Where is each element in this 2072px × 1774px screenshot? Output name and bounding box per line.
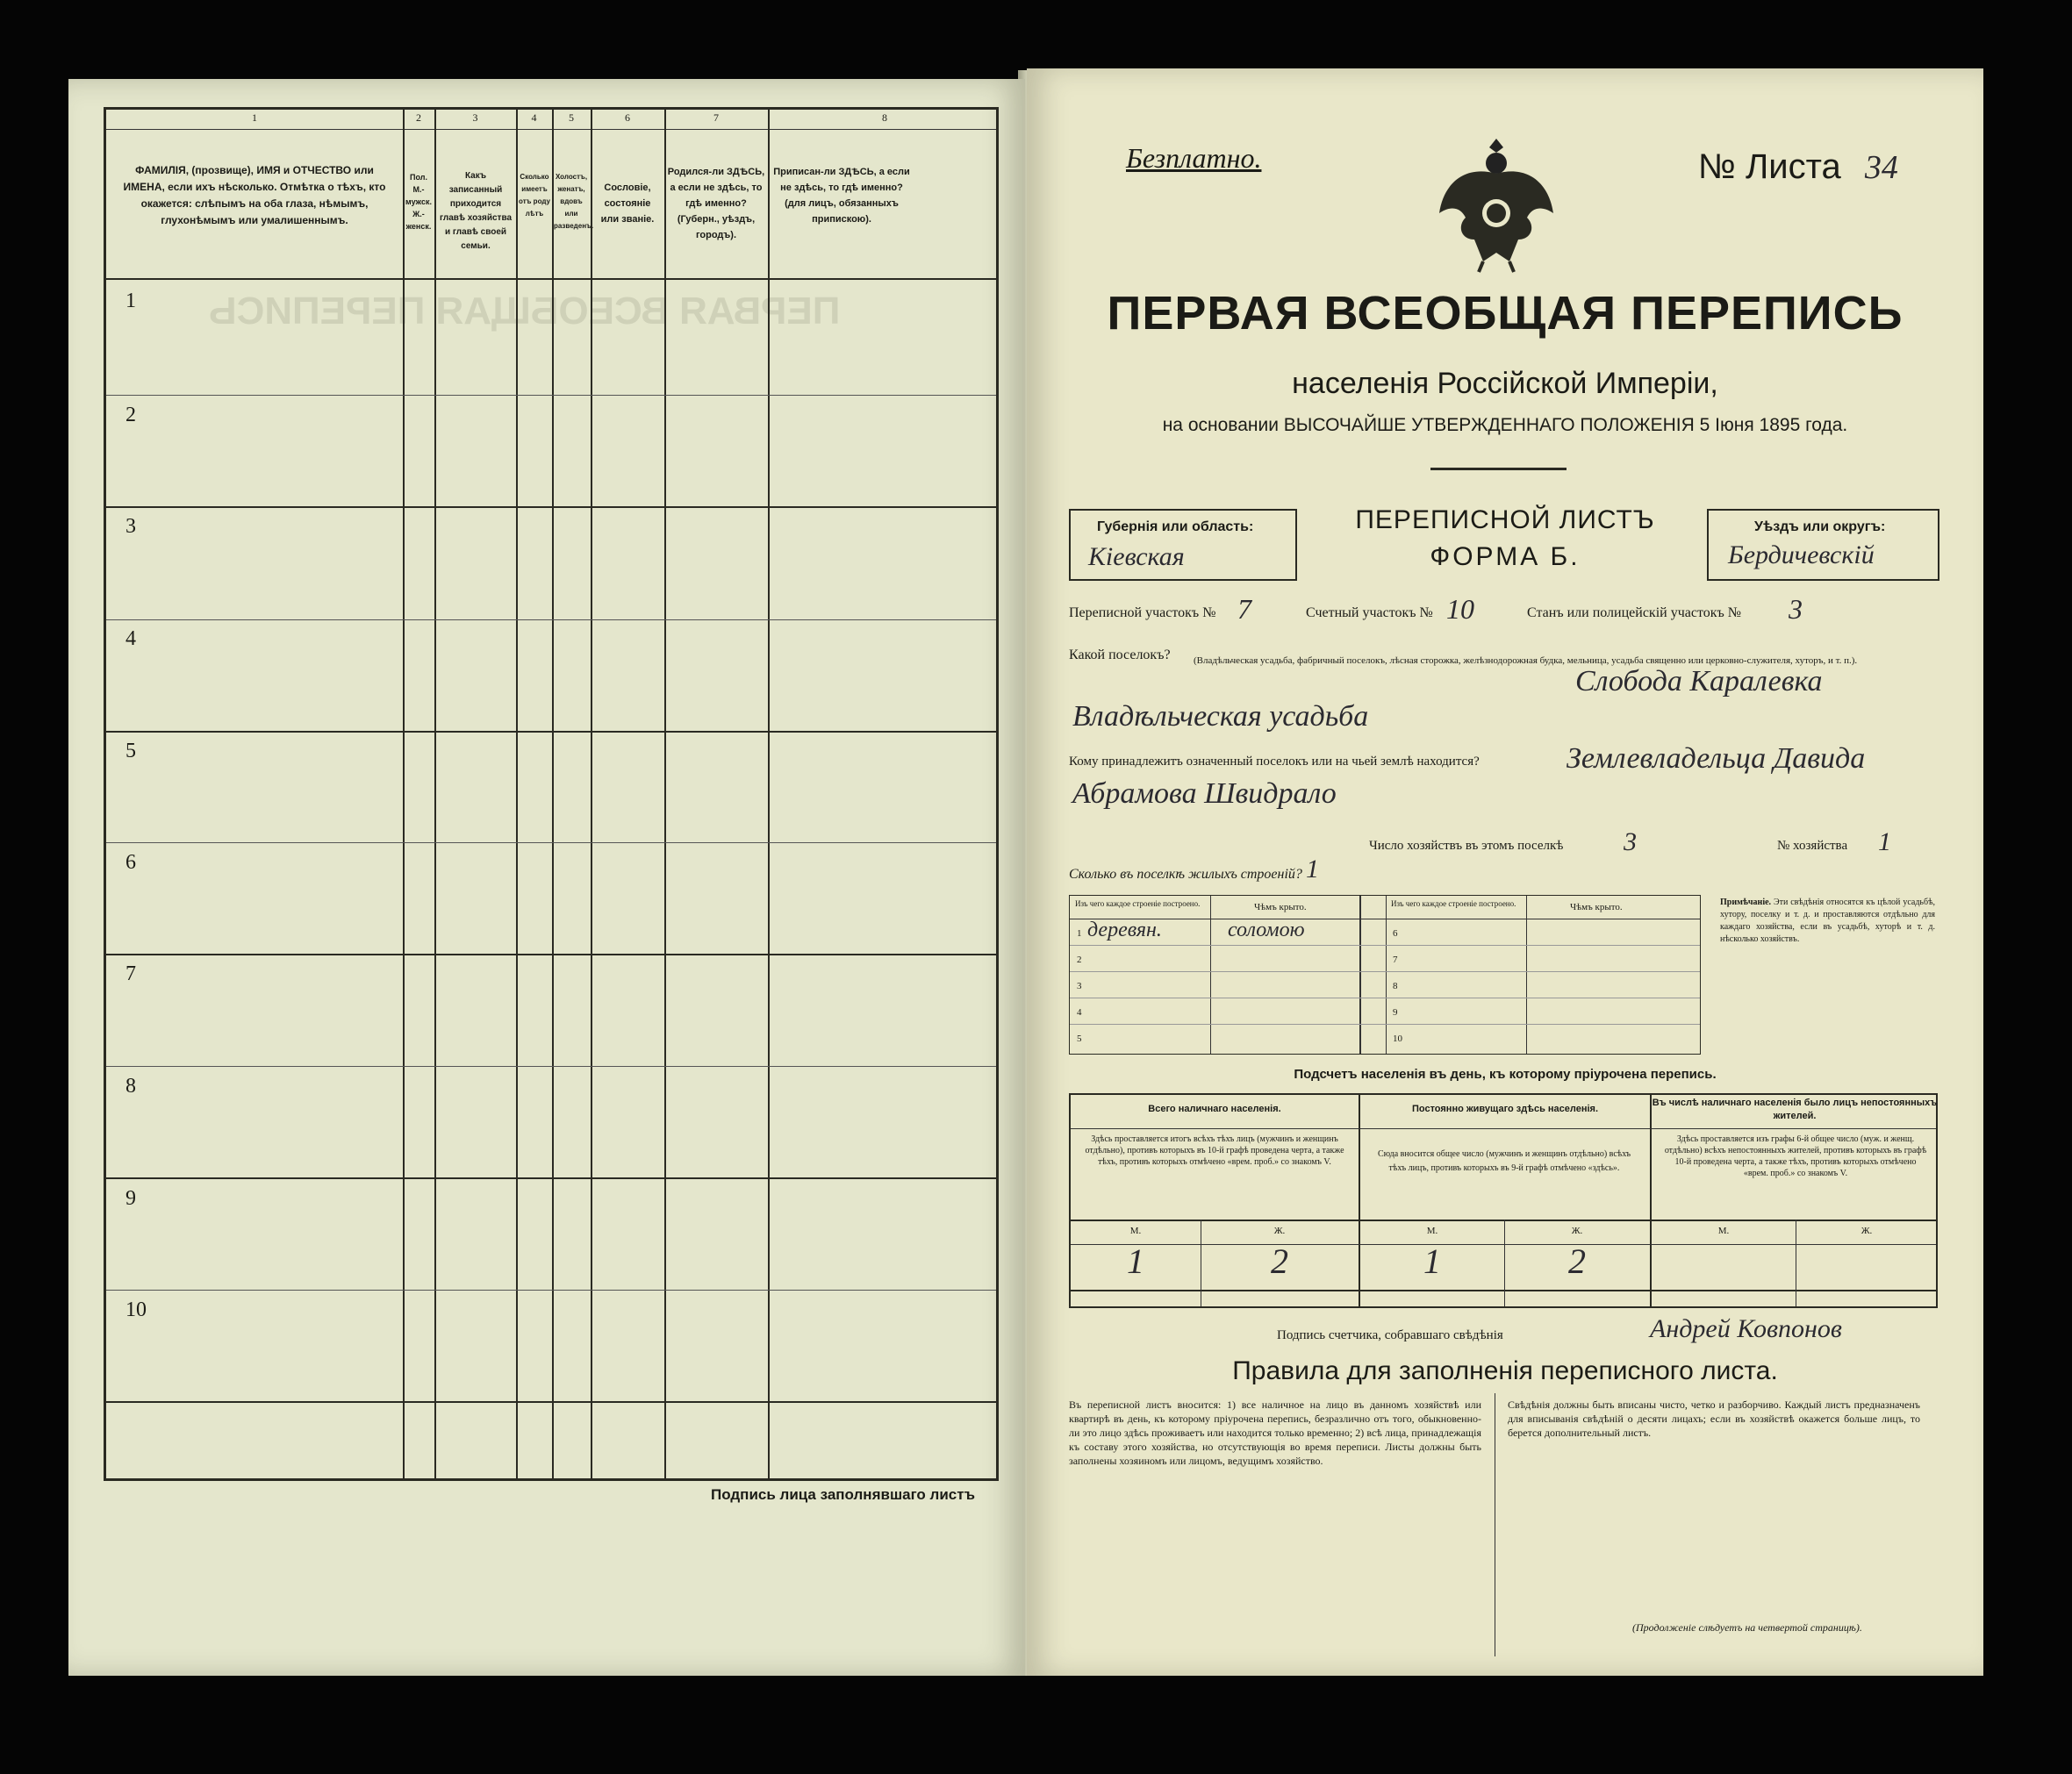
tally-permanent-m: 1	[1423, 1241, 1441, 1281]
counter-signature-label: Подпись счетчика, собравшаго свѣдѣнія	[1277, 1328, 1503, 1342]
police-district-value: 3	[1789, 593, 1803, 625]
tally-header-present: Всего наличнаго населенія.	[1148, 1104, 1281, 1114]
census-table	[104, 107, 999, 1481]
census-district-label: Переписной участокъ №	[1069, 605, 1216, 620]
building-row-number: 3	[1077, 981, 1082, 991]
column-number: 5	[569, 111, 574, 124]
buildings-label: Сколько въ поселкѣ жилыхъ строеній?	[1069, 867, 1302, 882]
row-number: 2	[125, 404, 136, 426]
building-material-entry: деревян.	[1087, 919, 1162, 941]
tally-m-label: М.	[1426, 1226, 1438, 1236]
header-age: Сколько имеетъ отъ роду лѣтъ	[519, 173, 550, 218]
form-heading	[1299, 505, 1711, 572]
column-divider	[516, 110, 518, 1478]
buildings-col-material-2: Изъ чего каждое строеніе построено.	[1391, 899, 1516, 908]
building-row-number: 8	[1393, 981, 1398, 991]
buildings-col-material: Изъ чего каждое строеніе построено.	[1075, 899, 1201, 908]
sheet-number	[1698, 147, 1898, 187]
buildings-col-roof-2: Чѣмъ крыто.	[1570, 902, 1623, 912]
row-rule	[106, 1177, 996, 1179]
rules-title: Правила для заполненія переписного листа.	[1232, 1356, 1778, 1385]
police-district-label: Станъ или полицейскій участокъ №	[1527, 605, 1742, 620]
counter-signature-value: Андрей Ковпонов	[1650, 1314, 1842, 1343]
column-number: 7	[713, 111, 719, 124]
building-roof-entry: соломою	[1228, 919, 1305, 941]
household-number-value: 1	[1878, 827, 1891, 856]
column-number: 3	[472, 111, 478, 124]
buildings-col-roof: Чѣмъ крыто.	[1254, 902, 1307, 912]
subtitle-decree: на основании ВЫСОЧАЙШЕ УТВЕРЖДЕННАГО ПОЛОЖЕНІЯ 5 Іюня 1895 года.	[1162, 415, 1848, 435]
tally-present-f: 2	[1271, 1241, 1288, 1281]
free-label: Безплатно.	[1126, 142, 1262, 174]
column-number: 8	[882, 111, 887, 124]
rules-right-column: Свѣдѣнія должны быть вписаны чисто, четко и разборчиво. Каждый листъ предназначенъ для вписыванія свѣдѣній о десяти лицахъ; если въ хозяйствѣ окажется больше лицъ, то берется дополнительный листъ.	[1508, 1398, 1920, 1439]
column-divider	[434, 110, 436, 1478]
row-number: 6	[125, 851, 136, 874]
row-rule	[106, 954, 996, 955]
tally-f-label: Ж.	[1273, 1226, 1286, 1236]
settlement-value-1: Слобода Каралевка	[1575, 665, 1823, 697]
households-label: Число хозяйствъ въ этомъ поселкѣ	[1369, 839, 1564, 853]
column-number: 6	[625, 111, 630, 124]
district-value: Бердичевскій	[1728, 540, 1875, 569]
row-number: 1	[125, 290, 136, 312]
building-row-number: 5	[1077, 1034, 1082, 1044]
note-text: Эти свѣдѣнія относятся къ цѣлой усадьбѣ, хутору, поселку и т. д. и проставляются отдѣльно для каждаго хозяйства, если въ усадьбѣ, хуторѣ и т. д. нѣсколько хозяйствъ.	[1720, 898, 1936, 944]
form-title: ПЕРЕПИСНОЙ ЛИСТЪ	[1355, 505, 1655, 534]
row-number: 9	[125, 1187, 136, 1210]
row-number: 5	[125, 740, 136, 762]
province-box	[1069, 509, 1297, 581]
count-district-label: Счетный участокъ №	[1306, 605, 1433, 620]
district-label: Уѣздъ или округъ:	[1754, 519, 1886, 534]
column-number: 1	[252, 111, 257, 124]
note-label: Примѣчаніе.	[1720, 898, 1772, 907]
row-number: 3	[125, 515, 136, 538]
header-marital: Холостъ, женатъ, вдовъ или разведенъ.	[554, 173, 594, 230]
subtitle: населенія Россійской Имперіи,	[1292, 367, 1718, 400]
tally-text-permanent: Сюда вносится общее число (мужчинъ и женщинъ отдѣльно) всѣхъ тѣхъ лицъ, противъ которыхъ въ 9-й графѣ отмѣчено «здѣсь».	[1377, 1149, 1631, 1173]
header-registered: Приписан-ли ЗДѢСЬ, а если не здѣсь, то гдѣ именно? (для лицъ, обязанныхъ припискою).	[773, 167, 910, 225]
province-value: Кіевская	[1088, 542, 1185, 571]
building-row-number: 6	[1393, 928, 1398, 939]
building-row-number: 2	[1077, 955, 1082, 965]
owner-label: Кому принадлежитъ означенный поселокъ или на чьей землѣ находится?	[1069, 755, 1480, 769]
row-rule	[106, 1066, 996, 1067]
header-birthplace: Родился-ли ЗДѢСЬ, а если не здѣсь, то гдѣ именно? (Губерн., уѣздъ, городъ).	[667, 167, 765, 240]
settlement-hint: (Владѣльческая усадьба, фабричный поселокъ, лѣсная сторожка, желѣзнодорожная будка, мельница, усадьба священно или церковно-служителя, хуторъ, и т. п.).	[1194, 655, 1858, 666]
column-divider	[591, 110, 592, 1478]
row-rule	[106, 619, 996, 620]
province-label: Губернія или область:	[1097, 519, 1254, 534]
row-number: 10	[125, 1298, 147, 1321]
bleed-through-text: ПЕРВАЯ ВСЕОБЩАЯ ПЕРЕПИСЬ	[209, 290, 841, 333]
tally-table	[1069, 1093, 1938, 1308]
settlement-value-2: Владѣльческая усадьба	[1072, 700, 1369, 733]
column-divider	[768, 110, 770, 1478]
row-rule	[106, 395, 996, 396]
header-sex: Пол. М.-мужск. Ж.-женск.	[405, 173, 432, 231]
row-rule	[106, 842, 996, 843]
divider	[1430, 468, 1567, 470]
tally-present-m: 1	[1127, 1241, 1144, 1281]
tally-text-temporary: Здѣсь проставляется изъ графы 6-й общее число (муж. и женщ. отдѣльно) всѣхъ непостоянныхъ жителей, противъ которыхъ въ графѣ 10-й проведена черта, а также тѣхъ, противъ которыхъ отмѣчено «врем. проб.» со знакомъ V.	[1664, 1134, 1927, 1178]
building-row-number: 4	[1077, 1007, 1082, 1018]
rules-continue: (Продолженіе слѣдуетъ на четвертой страницѣ).	[1632, 1621, 1862, 1634]
header-bottom-rule	[106, 278, 996, 280]
tally-title: Подсчетъ населенія въ день, къ которому пріурочена перепись.	[1294, 1067, 1717, 1082]
building-row-number: 1	[1077, 928, 1082, 939]
buildings-value: 1	[1306, 855, 1319, 883]
tally-header-temporary: Въ числѣ наличнаго населенія было лицъ непостоянныхъ жителей.	[1652, 1098, 1938, 1121]
column-number: 4	[531, 111, 537, 124]
form-name: ФОРМА Б.	[1430, 542, 1581, 571]
column-divider	[664, 110, 666, 1478]
column-number: 2	[416, 111, 421, 124]
owner-value-2: Абрамова Швидрало	[1072, 777, 1337, 810]
tally-f-label: Ж.	[1860, 1226, 1873, 1236]
header-estate: Сословіе, состояніе или званіе.	[600, 182, 655, 225]
building-row-number: 7	[1393, 955, 1398, 965]
row-rule	[106, 731, 996, 733]
owner-value-1: Землевладельца Давида	[1567, 742, 1866, 775]
header-relation: Какъ записанный приходится главѣ хозяйства и главѣ своей семьи.	[439, 171, 513, 251]
district-box	[1707, 509, 1939, 581]
count-district-value: 10	[1446, 593, 1474, 625]
buildings-note	[1720, 897, 1935, 946]
rules-left-column: Въ переписной листъ вносится: 1) все наличное на лицо въ данномъ хозяйствѣ или квартирѣ въ день, къ которому пріурочена перепись, безразлично отъ того, обыкновенно-ли это лицо здѣсь проживаетъ или находится только временно; 2) всѣ лица, принадлежащія къ составу этого хозяйства, но отсутствующія во время переписи. Листы должны быть заполнены хозяиномъ или лицомъ, ведущимъ хозяйство.	[1069, 1398, 1481, 1467]
row-number: 4	[125, 627, 136, 650]
row-number: 7	[125, 962, 136, 985]
buildings-table	[1069, 895, 1701, 1055]
tally-permanent-f: 2	[1568, 1241, 1586, 1281]
household-number-label: № хозяйства	[1777, 839, 1848, 853]
left-page	[68, 79, 1025, 1676]
tally-m-label: М.	[1129, 1226, 1142, 1236]
column-divider	[552, 110, 554, 1478]
census-district-value: 7	[1237, 593, 1251, 625]
page-title: ПЕРВАЯ ВСЕОБЩАЯ ПЕРЕПИСЬ	[1107, 287, 1904, 340]
sheet-label: № Листа	[1698, 147, 1841, 186]
tally-m-label: М.	[1717, 1226, 1730, 1236]
tally-f-label: Ж.	[1571, 1226, 1583, 1236]
row-rule	[106, 1401, 996, 1403]
tally-header-permanent: Постоянно живущаго здѣсь населенія.	[1411, 1104, 1599, 1114]
tally-text-present: Здѣсь проставляется итогъ всѣхъ тѣхъ лицъ (мужчинъ и женщинъ отдѣльно), противъ которыхъ въ 10-й графѣ проведена черта, а также тѣхъ, противъ которыхъ отмѣчено «врем. проб.» со знакомъ V.	[1085, 1134, 1344, 1167]
imperial-eagle-emblem	[1430, 130, 1562, 275]
building-row-number: 9	[1393, 1007, 1398, 1018]
row-rule	[106, 1290, 996, 1291]
sheet-number-hand: 34	[1864, 149, 1898, 186]
signature-label: Подпись лица заполнявшаго листъ	[711, 1486, 975, 1503]
row-number: 8	[125, 1075, 136, 1098]
header-name: ФАМИЛІЯ, (прозвище), ИМЯ и ОТЧЕСТВО или ИМЕНА, если ихъ нѣсколько. Отмѣтка о тѣхъ, кто окажется: слѣпымъ на оба глаза, нѣмымъ, глухонѣмымъ или умалишеннымъ.	[123, 164, 386, 226]
households-value: 3	[1624, 827, 1637, 856]
building-row-number: 10	[1393, 1034, 1402, 1044]
column-divider	[403, 110, 405, 1478]
settlement-label: Какой поселокъ?	[1069, 647, 1171, 662]
row-rule	[106, 506, 996, 508]
right-page	[1027, 68, 1983, 1676]
